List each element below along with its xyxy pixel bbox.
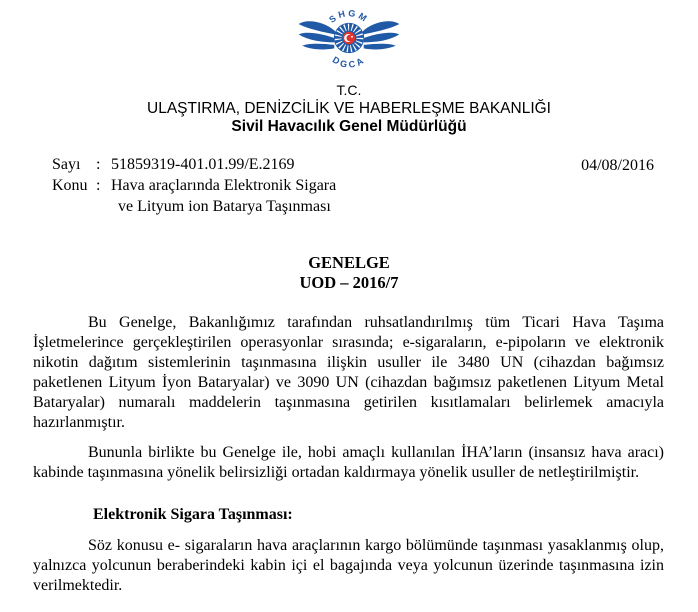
logo-top-text: SHGM [327, 7, 371, 25]
sayi-value: 51859319-401.01.99/E.2169 [111, 156, 295, 173]
agency-logo [0, 5, 698, 76]
header-tc: T.C. [336, 82, 362, 98]
sayi-label: Sayı [52, 156, 81, 173]
document-title [0, 253, 698, 293]
logo-crescent-cut [346, 35, 353, 42]
header-ministry: ULAŞTIRMA, DENİZCİLİK VE HABERLEŞME BAKANLIĞI [147, 100, 551, 117]
konu-value-line1: Hava araçlarında Elektronik Sigara [111, 177, 337, 194]
svg-text:DGCA [331, 55, 368, 70]
konu-colon: : [96, 177, 101, 194]
logo-star [351, 36, 353, 38]
logo-wing-right [363, 21, 399, 49]
konu-value [111, 175, 336, 217]
shgm-dgca-logo-icon [297, 5, 401, 71]
letter-meta [0, 154, 698, 217]
header-directorate: Sivil Havacılık Genel Müdürlüğü [231, 118, 467, 135]
logo-bottom-text: DGCA [330, 54, 368, 70]
logo-wing-left [299, 21, 335, 49]
title-genelge: GENELGE [308, 253, 390, 272]
paragraph-uav: Bununla birlikte bu Genelge ile, hobi amaçlı kullanılan İHA’ların (insansız hava aracı) kabinde taşınmasına yönelik belirsizliği ortadan kaldırmaya yönelik usuller de netleştirilmiştir. [33, 444, 664, 481]
section-heading-e-cigarette: Elektronik Sigara Taşınması: [93, 506, 293, 523]
paragraph-e-cigarette-rule: Söz konusu e- sigaraların hava araçlarının kargo bölümünde taşınması yasaklanmış olup, yalnızca yolcunun beraberindeki kabin içi el bagajında veya yolcunun üzerinde taşınmasına izin verilmektedir. [33, 537, 664, 594]
svg-text:SHGM [327, 8, 371, 25]
konu-value-line2: ve Lityum ion Batarya Taşınması [118, 198, 331, 215]
meta-row-konu [52, 175, 698, 217]
document-body [33, 313, 664, 596]
paragraph-purpose: Bu Genelge, Bakanlığımız tarafından ruhsatlandırılmış tüm Ticari Hava Taşıma İşletmelerince gerçekleştirilen operasyonlar sırasında; e-sigaraların, e-pipoların ve elektronik nikotin dağıtım sistemlerinin taşınmasına ilişkin usuller ile 3480 UN (cihazdan bağımsız paketlenen Lityum İyon Bataryalar) ve 3090 UN (cihazdan bağımsız paketlenen Lityum Metal Bataryalar) numaralı maddelerin taşınmasına getirilen kısıtlamaları belirlemek amacıyla hazırlanmıştır. [33, 314, 664, 431]
document-date: 04/08/2016 [581, 157, 654, 174]
title-number: UOD – 2016/7 [299, 273, 399, 292]
konu-label: Konu [52, 177, 88, 194]
sayi-colon: : [96, 156, 101, 173]
